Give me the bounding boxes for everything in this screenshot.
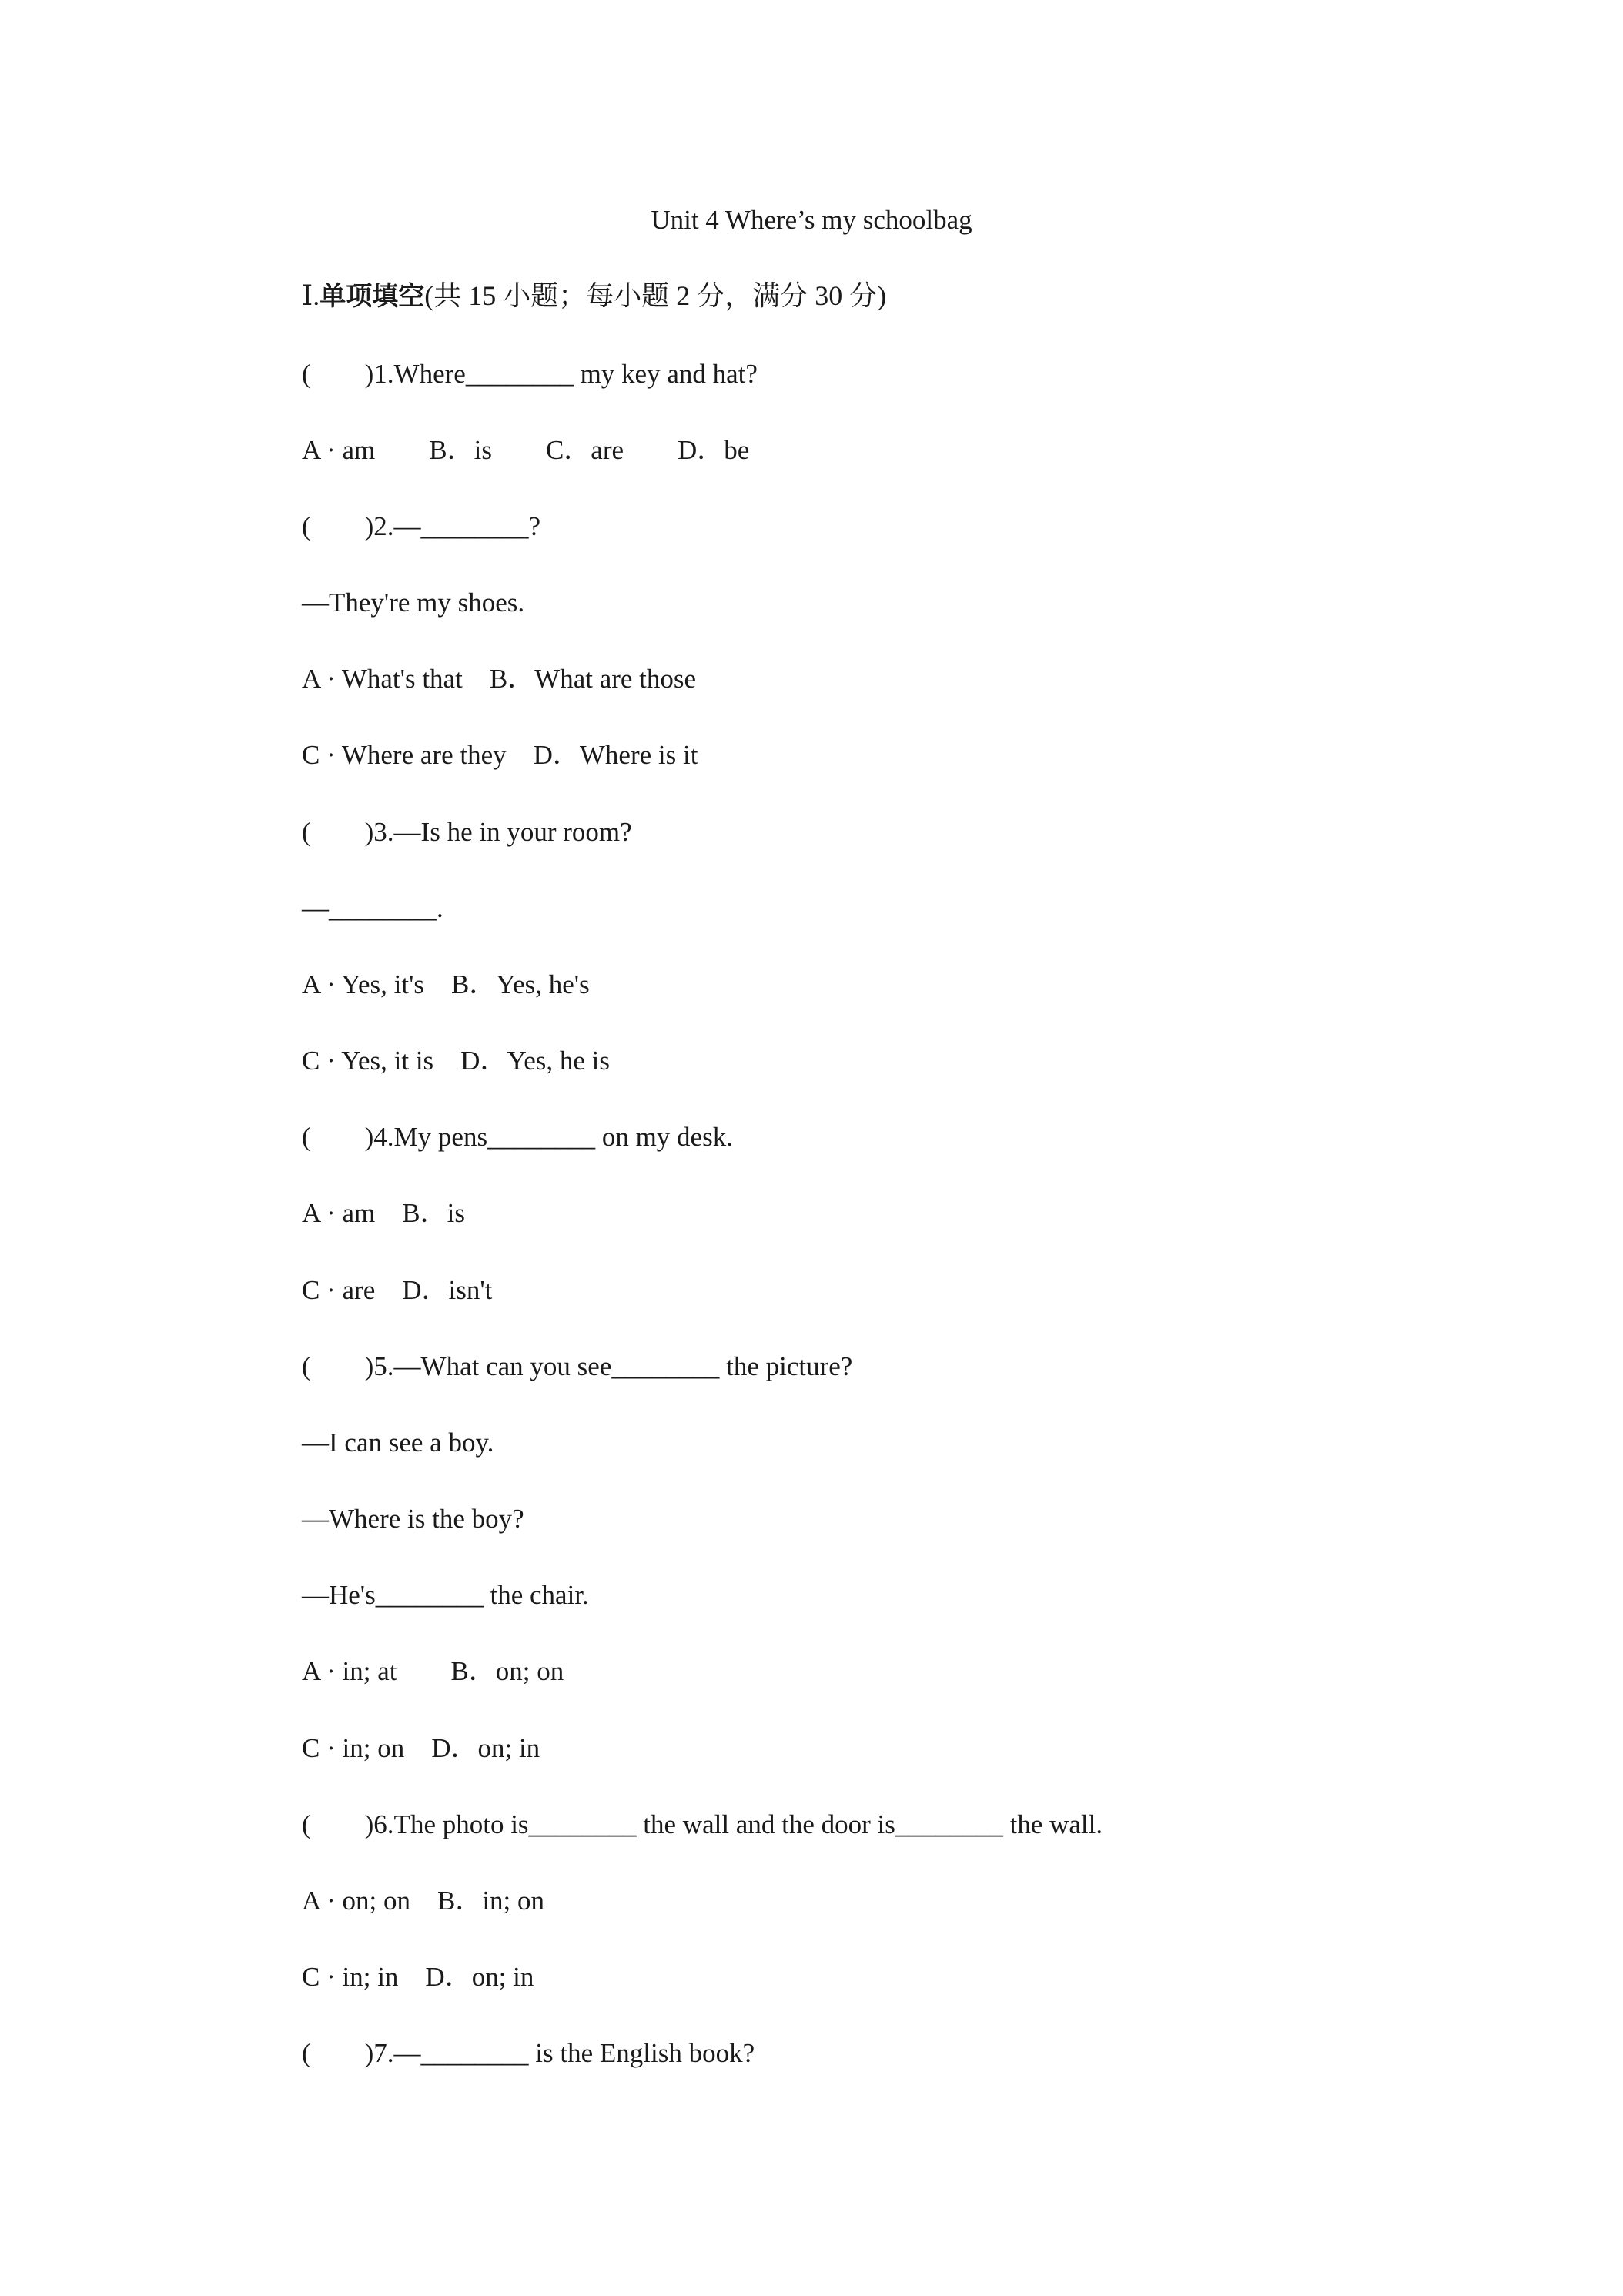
question-6: ( )6.The photo is________ the wall and the door is________ the wall. — [302, 1809, 1103, 1839]
section-number: Ⅰ. — [302, 280, 320, 311]
question-2: ( )2.—________? — [302, 511, 541, 541]
question-6-options-ab: A · on; on B．in; on — [302, 1886, 545, 1916]
question-2-options-cd: C · Where are they D．Where is it — [302, 740, 698, 770]
question-3-reply: —________. — [302, 893, 443, 923]
question-4-options-ab: A · am B．is — [302, 1198, 465, 1228]
question-6-options-cd: C · in; in D．on; in — [302, 1962, 534, 1992]
question-3-options-ab: A · Yes, it's B．Yes, he's — [302, 969, 590, 999]
question-3-options-cd: C · Yes, it is D．Yes, he is — [302, 1046, 611, 1076]
question-5-dialogue-2: —Where is the boy? — [302, 1504, 524, 1534]
question-7: ( )7.—________ is the English book? — [302, 2038, 755, 2068]
section-title: 单项填空 — [320, 281, 425, 312]
question-5-options-cd: C · in; on D．on; in — [302, 1733, 540, 1763]
section-heading — [302, 277, 886, 315]
question-3: ( )3.—Is he in your room? — [302, 817, 632, 847]
question-1: ( )1.Where________ my key and hat? — [302, 359, 758, 389]
question-5-dialogue-3: —He's________ the chair. — [302, 1580, 589, 1610]
question-4-options-cd: C · are D．isn't — [302, 1275, 493, 1305]
question-4: ( )4.My pens________ on my desk. — [302, 1122, 733, 1152]
question-5-dialogue-1: —I can see a boy. — [302, 1427, 494, 1458]
question-2-options-ab: A · What's that B．What are those — [302, 664, 697, 694]
question-5-options-ab: A · in; at B．on; on — [302, 1656, 564, 1686]
question-1-options: A · am B．is C．are D．be — [302, 435, 750, 465]
question-5: ( )5.—What can you see________ the picture? — [302, 1351, 853, 1381]
question-2-reply: —They're my shoes. — [302, 587, 525, 618]
page-title: Unit 4 Where’s my schoolbag — [651, 205, 972, 235]
section-note: (共 15 小题；每小题 2 分，满分 30 分) — [424, 280, 887, 311]
